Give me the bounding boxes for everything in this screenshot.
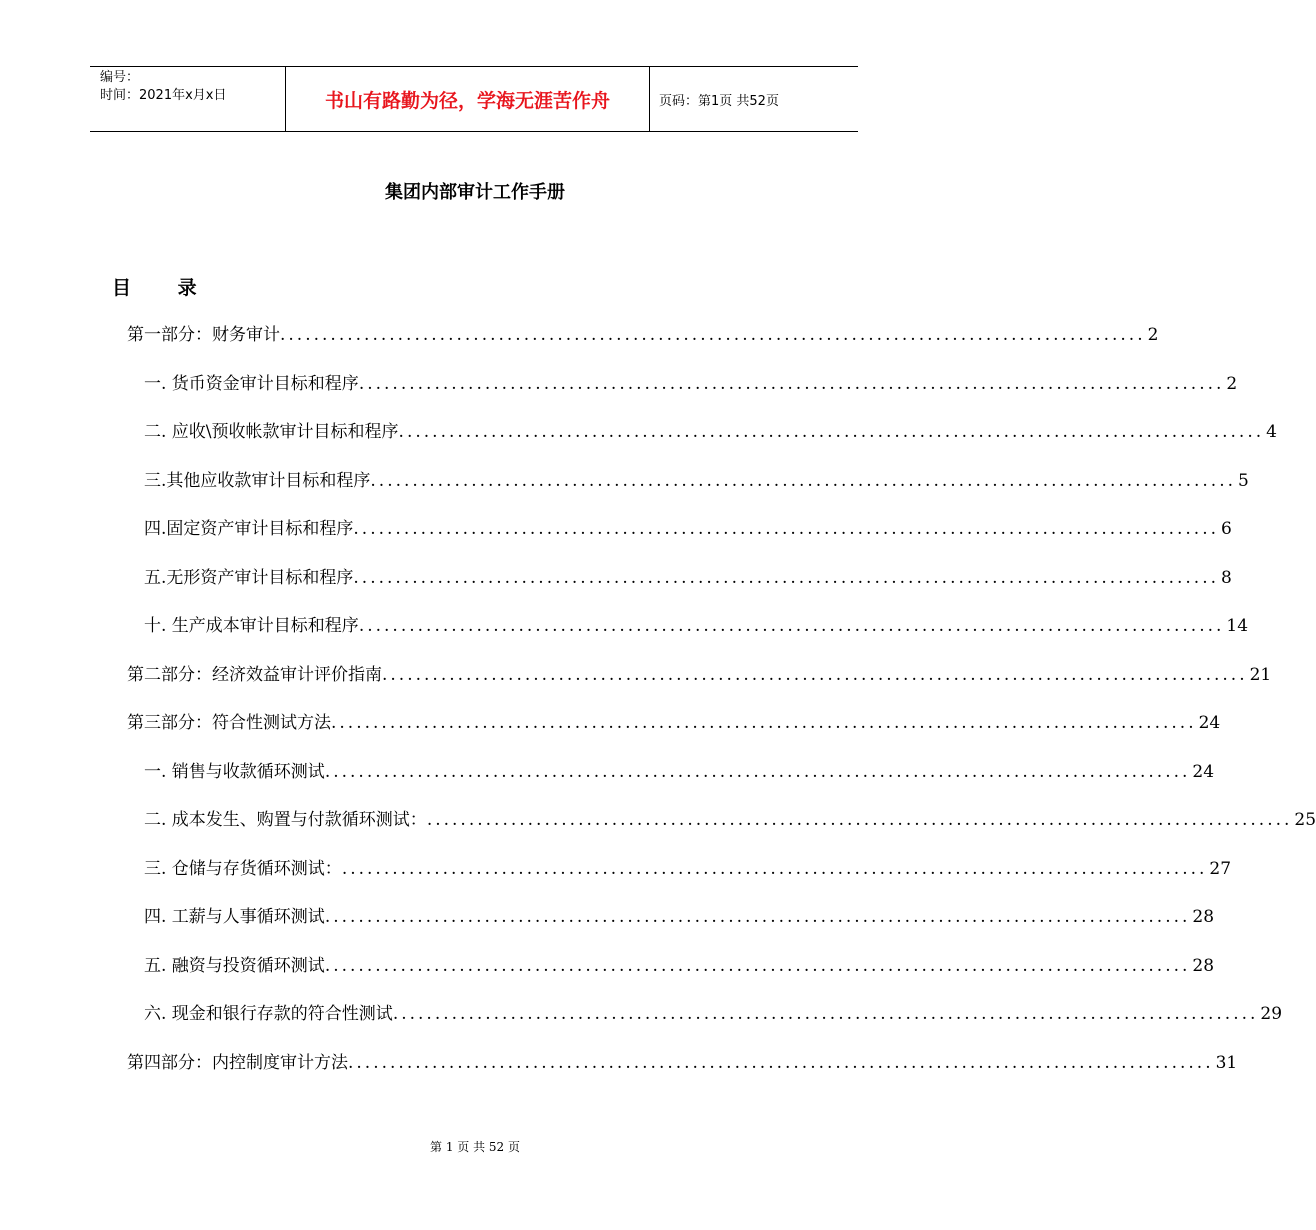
toc-leader-dots: ....................................................................................................... bbox=[358, 374, 1225, 394]
toc-leader-dots: ....................................................................................................... bbox=[353, 519, 1219, 539]
toc-leader-dots: ....................................................................................................... bbox=[341, 859, 1208, 879]
toc-leader-dots: ....................................................................................................... bbox=[348, 1053, 1214, 1073]
toc-entry[interactable] bbox=[144, 999, 1283, 1029]
toc-entry-page: 28 bbox=[1192, 907, 1215, 927]
toc-leader-dots: ....................................................................................................... bbox=[324, 956, 1191, 976]
toc-entry-page: 29 bbox=[1260, 1004, 1283, 1024]
toc-leader-dots: ....................................................................................................... bbox=[398, 422, 1265, 442]
toc-entry[interactable] bbox=[144, 805, 1316, 835]
toc-leader-dots: ....................................................................................................... bbox=[382, 665, 1248, 685]
toc-entry[interactable] bbox=[127, 320, 1159, 350]
toc-entry[interactable] bbox=[144, 514, 1232, 544]
toc-leader-dots: ....................................................................................................... bbox=[280, 325, 1146, 345]
toc-leader-dots: ....................................................................................................... bbox=[358, 616, 1225, 636]
toc-entry-label: 五.无形资产审计目标和程序 bbox=[144, 568, 354, 588]
toc-leader-dots: ....................................................................................................... bbox=[353, 568, 1219, 588]
toc-leader-dots: ....................................................................................................... bbox=[324, 762, 1191, 782]
page-header bbox=[90, 66, 858, 132]
toc-entry-page: 4 bbox=[1266, 422, 1277, 442]
document-title: 集团内部审计工作手册 bbox=[385, 182, 565, 203]
toc-entry-page: 25 bbox=[1294, 810, 1316, 830]
toc-entry-page: 2 bbox=[1147, 325, 1159, 345]
toc-entry-page: 24 bbox=[1192, 762, 1215, 782]
toc-entry-page: 27 bbox=[1209, 859, 1232, 879]
toc-entry[interactable] bbox=[144, 902, 1215, 932]
toc-entry-label: 五. 融资与投资循环测试 bbox=[144, 956, 325, 976]
toc-entry-page: 6 bbox=[1221, 519, 1232, 539]
toc-leader-dots: ....................................................................................................... bbox=[426, 810, 1293, 830]
toc-entry-label: 六. 现金和银行存款的符合性测试 bbox=[144, 1004, 393, 1024]
toc-leader-dots: ....................................................................................................... bbox=[392, 1004, 1259, 1024]
toc-entry-label: 四.固定资产审计目标和程序 bbox=[144, 519, 354, 539]
header-page-code: 页码：第1页 共52页 bbox=[659, 93, 779, 109]
toc-entry-label: 第四部分：内控制度审计方法 bbox=[127, 1053, 348, 1073]
toc-entry[interactable] bbox=[144, 563, 1232, 593]
toc-entry-label: 二. 应收\预收帐款审计目标和程序 bbox=[144, 422, 399, 442]
toc-leader-dots: ....................................................................................................... bbox=[324, 907, 1191, 927]
toc-entry-label: 四. 工薪与人事循环测试 bbox=[144, 907, 325, 927]
toc-entry[interactable] bbox=[144, 417, 1277, 447]
toc-entry-label: 一. 销售与收款循环测试 bbox=[144, 762, 325, 782]
toc-heading: 目 录 bbox=[112, 277, 217, 299]
toc-entry-label: 第一部分：财务审计 bbox=[127, 325, 280, 345]
toc-entry-page: 8 bbox=[1221, 568, 1232, 588]
toc-entry-page: 28 bbox=[1192, 956, 1215, 976]
toc-entry-label: 三. 仓储与存货循环测试： bbox=[144, 859, 342, 879]
toc-entry-page: 24 bbox=[1198, 713, 1221, 733]
document-number-label: 编号： bbox=[100, 70, 140, 85]
toc-entry[interactable] bbox=[144, 369, 1238, 399]
toc-entry-page: 2 bbox=[1226, 374, 1238, 394]
toc-entry-label: 第二部分：经济效益审计评价指南 bbox=[127, 665, 382, 685]
toc-entry-label: 二. 成本发生、购置与付款循环测试： bbox=[144, 810, 427, 830]
toc-entry[interactable] bbox=[127, 660, 1272, 690]
toc-leader-dots: ....................................................................................................... bbox=[370, 471, 1236, 491]
toc-entry-label: 三.其他应收款审计目标和程序 bbox=[144, 471, 371, 491]
toc-entry[interactable] bbox=[144, 466, 1249, 496]
toc-entry-label: 第三部分：符合性测试方法 bbox=[127, 713, 331, 733]
header-meta bbox=[90, 67, 286, 131]
toc-entry-label: 一. 货币资金审计目标和程序 bbox=[144, 374, 359, 394]
toc-entry[interactable] bbox=[127, 1048, 1238, 1078]
header-motto: 书山有路勤为径，学海无涯苦作舟 bbox=[286, 67, 650, 131]
toc-entry-page: 21 bbox=[1249, 665, 1272, 685]
toc-entry-page: 14 bbox=[1226, 616, 1249, 636]
toc-entry[interactable] bbox=[144, 757, 1215, 787]
toc-entry-page: 31 bbox=[1215, 1053, 1238, 1073]
toc-entry[interactable] bbox=[144, 854, 1232, 884]
toc-entry-label: 十. 生产成本审计目标和程序 bbox=[144, 616, 359, 636]
toc-entry[interactable] bbox=[127, 708, 1221, 738]
page-footer: 第 1 页 共 52 页 bbox=[430, 1140, 520, 1154]
document-time-label: 时间：2021年x月x日 bbox=[100, 88, 227, 103]
toc-entry-page: 5 bbox=[1238, 471, 1249, 491]
toc-entry[interactable] bbox=[144, 951, 1215, 981]
toc-leader-dots: ....................................................................................................... bbox=[331, 713, 1197, 733]
toc-entry[interactable] bbox=[144, 611, 1249, 641]
